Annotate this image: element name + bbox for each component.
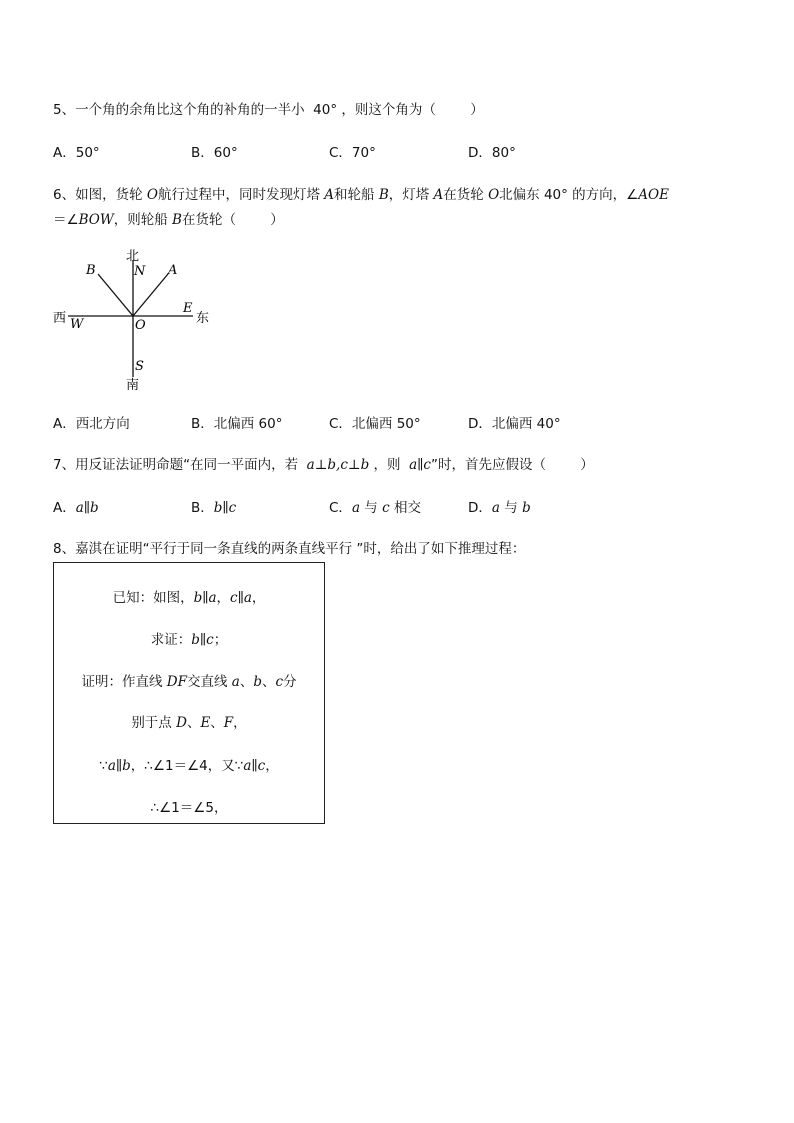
proof-given: 已知：如图，b∥a，c∥a， bbox=[112, 590, 266, 606]
q7-option-b: B．b∥c bbox=[191, 500, 237, 516]
label-west: 西 bbox=[53, 311, 67, 326]
q5-option-a: A．50° bbox=[53, 145, 100, 161]
label-O: O bbox=[135, 318, 146, 333]
q5-option-c: C．70° bbox=[329, 145, 376, 161]
label-east: 东 bbox=[196, 311, 210, 326]
q6-option-b: B．北偏西 60° bbox=[191, 416, 283, 432]
proof-to-prove: 求证：b∥c； bbox=[150, 632, 228, 648]
question-8-stem: 8、嘉淇在证明“平行于同一条直线的两条直线平行 ”时，给出了如下推理过程： bbox=[53, 541, 526, 557]
label-N: N bbox=[134, 264, 146, 279]
question-6-stem-line1: 6、如图，货轮 O航行过程中，同时发现灯塔 A和轮船 B，灯塔 A在货轮 O北偏东 40° 的方向，∠AOE bbox=[53, 187, 669, 203]
ray-oa bbox=[133, 274, 168, 316]
label-north: 北 bbox=[126, 249, 140, 264]
proof-step-3: ∵a∥b，∴∠1＝∠4，又∵a∥c， bbox=[99, 758, 279, 774]
direction-diagram bbox=[50, 244, 220, 394]
q6-option-a: A．西北方向 bbox=[53, 416, 130, 432]
label-W: W bbox=[70, 317, 84, 332]
q5-option-d: D．80° bbox=[468, 145, 516, 161]
proof-box bbox=[53, 562, 325, 824]
proof-step-4: ∴∠1＝∠5， bbox=[150, 800, 228, 816]
ray-ob bbox=[98, 274, 133, 316]
q5-option-b: B．60° bbox=[191, 145, 238, 161]
proof-step-1: 证明：作直线 DF交直线 a、b、c分 bbox=[81, 674, 297, 690]
label-E: E bbox=[183, 301, 193, 316]
q6-option-d: D．北偏西 40° bbox=[468, 416, 561, 432]
question-6-stem-line2: ＝∠BOW，则轮船 B在货轮（ ） bbox=[53, 212, 284, 228]
label-S: S bbox=[135, 359, 144, 374]
question-7-stem: 7、用反证法证明命题“在同一平面内，若 a⊥b,c⊥b ，则 a∥c”时，首先应假设（ ） bbox=[53, 457, 594, 473]
q7-option-c: C．a 与 c 相交 bbox=[329, 500, 421, 516]
label-south: 南 bbox=[126, 378, 140, 393]
q7-option-d: D．a 与 b bbox=[468, 500, 531, 516]
q7-option-a: A．a∥b bbox=[53, 500, 99, 516]
question-5-stem: 5、一个角的余角比这个角的补角的一半小 40° ，则这个角为（ ） bbox=[53, 102, 484, 118]
proof-step-2: 别于点 D、E、F， bbox=[131, 715, 247, 731]
label-A: A bbox=[168, 263, 178, 278]
label-B: B bbox=[86, 263, 96, 278]
q6-option-c: C．北偏西 50° bbox=[329, 416, 421, 432]
